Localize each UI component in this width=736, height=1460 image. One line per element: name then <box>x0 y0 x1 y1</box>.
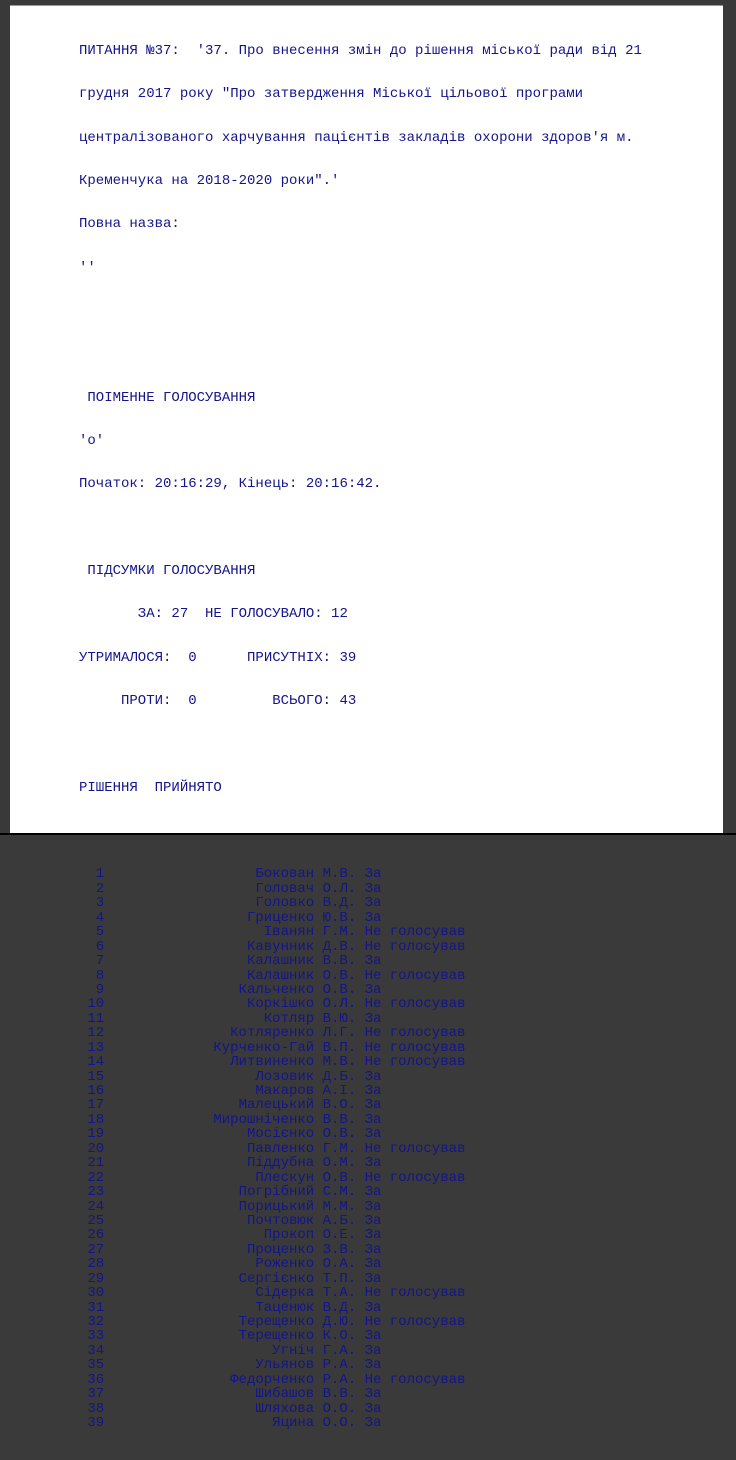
deputy-vote: За <box>364 1212 382 1229</box>
viewer-bottom-edge <box>0 833 736 835</box>
deputy-name: Угніч Г.А. <box>272 1342 357 1359</box>
deputy-name: Плескун О.В. <box>255 1169 357 1186</box>
summary-title: ПІДСУМКИ ГОЛОСУВАННЯ <box>79 563 256 580</box>
deputy-vote: Не голосував <box>364 1169 466 1186</box>
deputy-name: Гриценко Ю.В. <box>246 909 357 926</box>
deputy-number: 21 <box>87 1155 105 1172</box>
deputy-name: Коркішко О.Л. <box>246 996 357 1013</box>
deputy-name: Литвиненко М.В. <box>230 1054 357 1071</box>
deputy-name: Мосієнко О.В. <box>246 1126 357 1143</box>
document-page <box>10 6 723 1432</box>
vote-row <box>79 1358 642 1372</box>
deputy-vote: За <box>364 1386 382 1403</box>
deputy-name: Лозовик Д.Б. <box>255 1068 357 1085</box>
vote-row <box>79 882 642 896</box>
deputy-number: 29 <box>87 1270 105 1287</box>
deputy-name: Калашник В.В. <box>246 953 357 970</box>
deputy-vote: За <box>364 1357 382 1374</box>
vote-row <box>79 1055 642 1069</box>
deputy-name: Федорченко Р.А. <box>230 1371 357 1388</box>
blank-line <box>79 347 642 361</box>
deputy-number: 7 <box>95 953 105 970</box>
deputy-vote: Не голосував <box>364 1314 466 1330</box>
deputy-name: Макаров А.І. <box>255 1083 357 1099</box>
deputy-name: Курченко-Гай В.П. <box>213 1039 357 1056</box>
deputy-number: 16 <box>87 1083 105 1099</box>
vote-row <box>79 896 642 910</box>
deputy-name: Сергієнко Т.П. <box>238 1270 357 1287</box>
vote-row <box>79 1373 642 1387</box>
blank-line <box>79 824 642 838</box>
vote-row <box>79 1142 642 1156</box>
deputy-vote: За <box>364 1111 382 1128</box>
deputy-vote: За <box>364 1415 382 1432</box>
deputy-number: 3 <box>95 895 105 912</box>
summary-row-against-total: ПРОТИ: 0 ВСЬОГО: 43 <box>79 693 357 710</box>
deputy-vote: За <box>364 1256 382 1273</box>
deputy-name: Терещенко Д.Ю. <box>238 1314 357 1330</box>
deputy-name: Прокоп О.Е. <box>263 1227 357 1244</box>
vote-row <box>79 1070 642 1084</box>
question-line-1: ПИТАННЯ №37: '37. Про внесення змін до рішення міської ради від 21 <box>79 42 642 59</box>
deputy-vote: За <box>364 1010 382 1027</box>
blank-line <box>79 304 642 318</box>
deputy-vote: Не голосував <box>364 1039 466 1056</box>
deputy-vote: Не голосував <box>364 967 466 984</box>
deputy-number: 33 <box>87 1328 105 1345</box>
deputy-number: 8 <box>95 967 105 984</box>
deputy-vote: За <box>364 1342 382 1359</box>
deputy-number: 39 <box>87 1415 105 1432</box>
summary-row-for-notvoted: ЗА: 27 НЕ ГОЛОСУВАЛО: 12 <box>79 606 348 623</box>
vote-row <box>79 983 642 997</box>
deputy-number: 27 <box>87 1241 105 1258</box>
full-name-label: Повна назва: <box>79 216 180 233</box>
deputy-vote: За <box>364 1400 382 1417</box>
vote-row <box>79 1156 642 1170</box>
vote-row <box>79 1113 642 1127</box>
vote-row <box>79 1387 642 1401</box>
vote-row <box>79 925 642 939</box>
vote-row <box>79 1026 642 1040</box>
deputy-vote: Не голосував <box>364 1025 466 1042</box>
deputy-name: Іванян Г.М. <box>263 924 357 941</box>
deputy-number: 34 <box>87 1342 105 1359</box>
summary-row-abstained-present: УТРИМАЛОСЯ: 0 ПРИСУТНІХ: 39 <box>79 649 357 666</box>
deputy-number: 36 <box>87 1371 105 1388</box>
deputy-name: Яцина О.О. <box>272 1415 357 1432</box>
vote-row <box>79 1329 642 1343</box>
deputy-name: Роженко О.А. <box>255 1256 357 1273</box>
deputy-vote: За <box>364 1270 382 1287</box>
deputy-vote: Не голосував <box>364 1285 466 1302</box>
deputy-number: 25 <box>87 1212 105 1229</box>
deputy-name: Калашник О.В. <box>246 967 357 984</box>
vote-row <box>79 1200 642 1214</box>
deputy-name: Павленко Г.М. <box>246 1140 357 1157</box>
deputy-number: 24 <box>87 1198 105 1215</box>
vote-row <box>79 1012 642 1026</box>
deputy-name: Кавунник Д.В. <box>246 938 357 955</box>
deputy-vote: Не голосував <box>364 1371 466 1388</box>
deputy-number: 18 <box>87 1111 105 1128</box>
vote-row <box>79 997 642 1011</box>
vote-row <box>79 1127 642 1141</box>
vote-row <box>79 1315 642 1329</box>
deputy-number: 28 <box>87 1256 105 1273</box>
deputy-number: 14 <box>87 1054 105 1071</box>
vote-row <box>79 1243 642 1257</box>
deputy-vote: За <box>364 1198 382 1215</box>
deputy-number: 13 <box>87 1039 105 1056</box>
deputy-name: Піддубна О.М. <box>246 1155 357 1172</box>
deputy-name: Котляр В.Ю. <box>263 1010 357 1027</box>
deputy-name: Таценюк В.Д. <box>255 1299 357 1316</box>
deputy-vote: За <box>364 1097 382 1114</box>
deputy-number: 12 <box>87 1025 105 1042</box>
deputy-vote: Не голосував <box>364 938 466 955</box>
deputy-name: Сідерка Т.А. <box>255 1285 357 1302</box>
deputy-vote: За <box>364 880 382 897</box>
decision-status: РІШЕННЯ ПРИЙНЯТО <box>79 779 222 796</box>
deputy-number: 9 <box>95 981 105 998</box>
deputy-vote: За <box>364 895 382 912</box>
roll-call-title: ПОІМЕННЕ ГОЛОСУВАННЯ <box>79 389 256 406</box>
vote-row <box>79 1286 642 1300</box>
deputy-name: Погрібний С.М. <box>238 1184 357 1201</box>
vote-row <box>79 1301 642 1315</box>
question-line-2: грудня 2017 року "Про затвердження Міської цільової програми <box>79 86 584 103</box>
document-text <box>79 15 642 1459</box>
deputy-vote: За <box>364 1299 382 1316</box>
deputy-name: Почтовюк А.Б. <box>246 1212 357 1229</box>
deputy-number: 6 <box>95 938 105 955</box>
deputy-number: 23 <box>87 1184 105 1201</box>
vote-row <box>79 1041 642 1055</box>
vote-row <box>79 1084 642 1098</box>
deputy-vote: Не голосував <box>364 1054 466 1071</box>
vote-row <box>79 1228 642 1242</box>
vote-row <box>79 969 642 983</box>
vote-row <box>79 1257 642 1271</box>
vote-row <box>79 1214 642 1228</box>
deputy-vote: За <box>364 866 382 883</box>
deputy-vote: За <box>364 981 382 998</box>
deputy-name: Ульянов Р.А. <box>255 1357 357 1374</box>
deputy-number: 22 <box>87 1169 105 1186</box>
vote-list <box>79 867 642 1430</box>
deputy-vote: Не голосував <box>364 924 466 941</box>
deputy-name: Проценко З.В. <box>246 1241 357 1258</box>
deputy-number: 2 <box>95 880 105 897</box>
deputy-vote: За <box>364 1126 382 1143</box>
deputy-vote: Не голосував <box>364 1140 466 1157</box>
vote-row <box>79 1185 642 1199</box>
deputy-vote: За <box>364 1227 382 1244</box>
deputy-number: 10 <box>87 996 105 1013</box>
deputy-number: 31 <box>87 1299 105 1316</box>
question-line-4: Кременчука на 2018-2020 роки".' <box>79 172 340 189</box>
deputy-name: Мирошніченко В.В. <box>213 1111 357 1128</box>
deputy-name: Бокован М.В. <box>255 866 357 883</box>
vote-time: Початок: 20:16:29, Кінець: 20:16:42. <box>79 476 382 493</box>
deputy-number: 15 <box>87 1068 105 1085</box>
question-line-3: централізованого харчування пацієнтів закладів охорони здоров'я м. <box>79 129 634 146</box>
deputy-number: 20 <box>87 1140 105 1157</box>
deputy-vote: За <box>364 1328 382 1345</box>
vote-row <box>79 1402 642 1416</box>
deputy-number: 17 <box>87 1097 105 1114</box>
deputy-name: Головач О.Л. <box>255 880 357 897</box>
vote-row <box>79 1171 642 1185</box>
deputy-name: Котляренко Л.Г. <box>230 1025 357 1042</box>
deputy-vote: За <box>364 1155 382 1172</box>
deputy-number: 5 <box>95 924 105 941</box>
deputy-number: 30 <box>87 1285 105 1302</box>
vote-row <box>79 954 642 968</box>
deputy-number: 35 <box>87 1357 105 1374</box>
deputy-name: Кальченко О.В. <box>238 981 357 998</box>
deputy-vote: За <box>364 953 382 970</box>
deputy-number: 26 <box>87 1227 105 1244</box>
deputy-vote: За <box>364 1083 382 1099</box>
deputy-name: Шляхова О.О. <box>255 1400 357 1417</box>
full-name-value: '' <box>79 259 96 276</box>
blank-line <box>79 737 642 751</box>
deputy-number: 19 <box>87 1126 105 1143</box>
deputy-name: Шибашов В.В. <box>255 1386 357 1403</box>
vote-row <box>79 867 642 881</box>
vote-row <box>79 911 642 925</box>
deputy-name: Головко В.Д. <box>255 895 357 912</box>
deputy-number: 1 <box>95 866 105 883</box>
vote-row <box>79 940 642 954</box>
deputy-number: 4 <box>95 909 105 926</box>
deputy-number: 37 <box>87 1386 105 1403</box>
deputy-number: 11 <box>87 1010 105 1027</box>
deputy-vote: За <box>364 1068 382 1085</box>
deputy-name: Порицький М.М. <box>238 1198 357 1215</box>
deputy-name: Терещенко К.О. <box>238 1328 357 1345</box>
vote-row <box>79 1098 642 1112</box>
deputy-vote: За <box>364 1184 382 1201</box>
deputy-vote: За <box>364 1241 382 1258</box>
deputy-name: Малецький В.О. <box>238 1097 357 1114</box>
deputy-number: 38 <box>87 1400 105 1417</box>
deputy-number: 32 <box>87 1314 105 1330</box>
vote-row <box>79 1272 642 1286</box>
vote-row <box>79 1416 642 1430</box>
deputy-vote: Не голосував <box>364 996 466 1013</box>
vote-row <box>79 1344 642 1358</box>
vote-mode: 'о' <box>79 433 105 449</box>
blank-line <box>79 521 642 535</box>
deputy-vote: За <box>364 909 382 926</box>
